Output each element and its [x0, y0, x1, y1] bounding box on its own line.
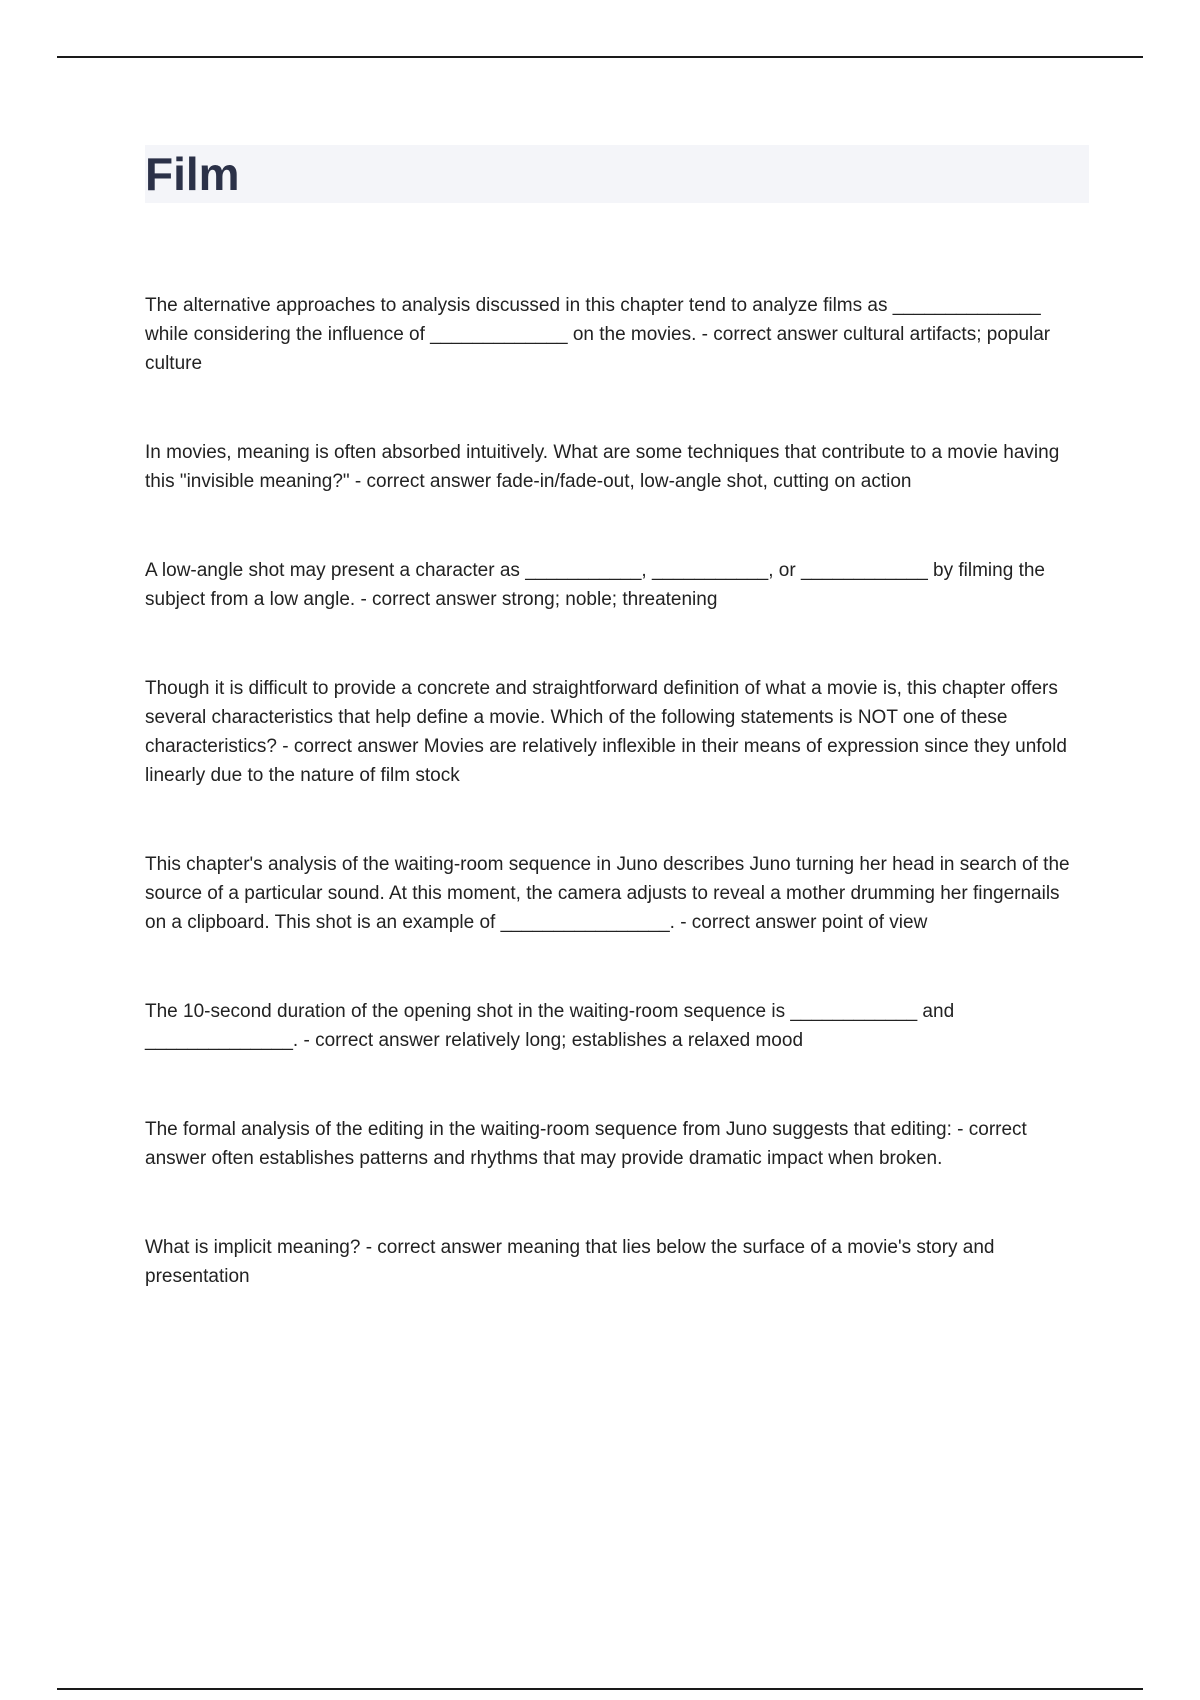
- qa-list: [145, 291, 1085, 1351]
- page-title: Film: [145, 148, 240, 200]
- top-rule: [57, 56, 1143, 58]
- qa-item: A low-angle shot may present a character as ___________, ___________, or ____________ by filming the subject from a low angle. - correct answer strong; noble; threatening: [145, 560, 1045, 610]
- qa-item: The 10-second duration of the opening shot in the waiting-room sequence is ____________ and ______________. - correct answer relatively long; establishes a relaxed mood: [145, 1001, 955, 1051]
- bottom-rule: [57, 1688, 1143, 1690]
- qa-item: In movies, meaning is often absorbed intuitively. What are some techniques that contribute to a movie having this "invisible meaning?" - correct answer fade-in/fade-out, low-angle shot, cutting on action: [145, 442, 1060, 492]
- qa-item: Though it is difficult to provide a concrete and straightforward definition of what a movie is, this chapter offers several characteristics that help define a movie. Which of the following statements is NOT one of these characteristics? - correct answer Movies are relatively inflexible in their means of expression since they unfold linearly due to the nature of film stock: [145, 678, 1067, 786]
- qa-item: The formal analysis of the editing in the waiting-room sequence from Juno suggests that editing: - correct answer often establishes patterns and rhythms that may provide dramatic impact when broken.: [145, 1119, 1027, 1169]
- qa-item: This chapter's analysis of the waiting-room sequence in Juno describes Juno turning her head in search of the source of a particular sound. At this moment, the camera adjusts to reveal a mother drumming her fingernails on a clipboard. This shot is an example of ________________. - correct answer point of view: [145, 854, 1070, 933]
- title-band: [145, 145, 1089, 203]
- qa-item: What is implicit meaning? - correct answer meaning that lies below the surface of a movie's story and presentation: [145, 1237, 995, 1287]
- qa-item: The alternative approaches to analysis discussed in this chapter tend to analyze films as ______________ while considering the influence of _____________ on the movies. - correct answer cultural artifacts; popular culture: [145, 295, 1051, 374]
